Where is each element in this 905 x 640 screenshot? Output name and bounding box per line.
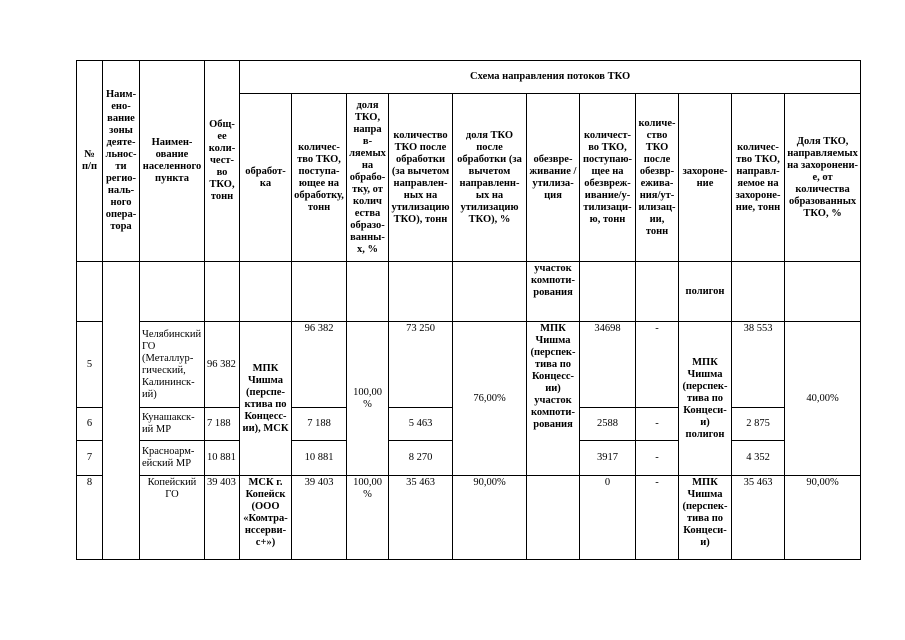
col-after-share-header: доля ТКО после обработки (за вычетом направленных на утилизацию ТКО), %: [453, 94, 527, 262]
empty-cell: [580, 262, 636, 322]
col-burial-header: захоронение: [679, 94, 732, 262]
empty-cell: [240, 262, 292, 322]
header-row-1: [77, 61, 861, 94]
row-neutral-qty: 0: [580, 476, 636, 560]
row-neutral: МПК Чишма (перспектива по Концессии) участок компотирования: [527, 322, 580, 476]
empty-cell: [732, 262, 785, 322]
row-burial: МПК Чишма (перспектива по Концесии) полигон: [679, 322, 732, 476]
row-neutral-qty: 34698: [580, 322, 636, 408]
row-burial-share: 90,00%: [785, 476, 861, 560]
row-proc-qty: 7 188: [292, 408, 347, 441]
row-after-qty: 5 463: [389, 408, 453, 441]
row-proc-qty: 39 403: [292, 476, 347, 560]
col-total-header: Общее количество ТКО, тонн: [205, 61, 240, 262]
col-proc-qty-header: количество ТКО, поступающее на обработку, тонн: [292, 94, 347, 262]
row-after-qty: 73 250: [389, 322, 453, 408]
row-after-share: 90,00%: [453, 476, 527, 560]
empty-cell: [77, 262, 103, 322]
row-processing: МПК Чишма (перспектива по Концессии), МСК: [240, 322, 292, 476]
row-neutral-after: -: [636, 322, 679, 408]
col-settlement-header: Наименование населенного пункта: [140, 61, 205, 262]
row-burial-qty: 38 553: [732, 322, 785, 408]
empty-cell: [389, 262, 453, 322]
table-row: [77, 322, 861, 408]
row-proc-share: 100,00 %: [347, 322, 389, 476]
col-processing-header: обработка: [240, 94, 292, 262]
row-burial-qty: 4 352: [732, 441, 785, 476]
row-processing: МСК г. Копейск (ООО «Комтранссервис+»): [240, 476, 292, 560]
row-total: 7 188: [205, 408, 240, 441]
empty-cell: [785, 262, 861, 322]
col-zone-header: Наименование зоны деятельности регионального оператора: [103, 61, 140, 262]
sub-neutral-cell: участок компотирования: [527, 262, 580, 322]
empty-cell: [140, 262, 205, 322]
empty-cell: [205, 262, 240, 322]
row-neutral-qty: 2588: [580, 408, 636, 441]
row-neutral-after: -: [636, 408, 679, 441]
col-neutral-header: обезвреживание / утилизация: [527, 94, 580, 262]
row-num: 7: [77, 441, 103, 476]
row-burial: МПК Чишма (перспектива по Концесии): [679, 476, 732, 560]
row-num: 8: [77, 476, 103, 560]
row-after-qty: 35 463: [389, 476, 453, 560]
empty-cell: [453, 262, 527, 322]
row-settlement: Красноармейский МР: [140, 441, 205, 476]
row-neutral-after: -: [636, 476, 679, 560]
col-neutral-qty-header: количество ТКО, поступающее на обезвреживание/утилизацию, тонн: [580, 94, 636, 262]
row-neutral-qty: 3917: [580, 441, 636, 476]
waste-flow-table: [76, 60, 861, 560]
row-neutral-after: -: [636, 441, 679, 476]
zone-cell: [103, 262, 140, 560]
sub-row: [77, 262, 861, 322]
row-settlement: Копейский ГО: [140, 476, 205, 560]
row-settlement: Челябинский ГО (Металлургический, Калининский): [140, 322, 205, 408]
col-neutral-after-header: количество ТКО после обезвреживания/утилизации, тонн: [636, 94, 679, 262]
empty-cell: [636, 262, 679, 322]
col-num-header: № п/п: [77, 61, 103, 262]
empty-cell: [347, 262, 389, 322]
sub-burial-cell: полигон: [679, 262, 732, 322]
row-total: 39 403: [205, 476, 240, 560]
row-after-share: 76,00%: [453, 322, 527, 476]
col-burial-qty-header: количество ТКО, направляемое на захоронение, тонн: [732, 94, 785, 262]
row-burial-qty: 35 463: [732, 476, 785, 560]
row-burial-qty: 2 875: [732, 408, 785, 441]
table-row: [77, 476, 861, 560]
col-proc-share-header: доля ТКО, направляемых на обработку, от количества образованных, %: [347, 94, 389, 262]
row-neutral: [527, 476, 580, 560]
col-after-qty-header: количество ТКО после обработки (за вычетом направленных на утилизацию ТКО), тонн: [389, 94, 453, 262]
row-total: 96 382: [205, 322, 240, 408]
scheme-header: Схема направления потоков ТКО: [240, 61, 861, 94]
row-burial-share: 40,00%: [785, 322, 861, 476]
row-num: 5: [77, 322, 103, 408]
col-burial-share-header: Доля ТКО, направляемых на захоронение, от количества образованных ТКО, %: [785, 94, 861, 262]
row-num: 6: [77, 408, 103, 441]
row-settlement: Кунашакский МР: [140, 408, 205, 441]
row-proc-qty: 96 382: [292, 322, 347, 408]
row-proc-qty: 10 881: [292, 441, 347, 476]
row-total: 10 881: [205, 441, 240, 476]
row-after-qty: 8 270: [389, 441, 453, 476]
empty-cell: [292, 262, 347, 322]
row-proc-share: 100,00 %: [347, 476, 389, 560]
